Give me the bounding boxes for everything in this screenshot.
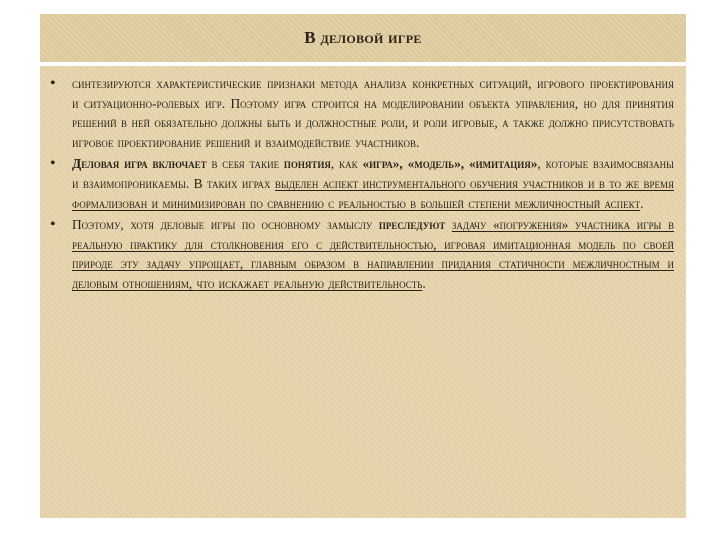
bullet-2-text-a: в себя такие (206, 156, 284, 172)
bullet-3-text-a: Поэтому, хотя деловые игры по основному замыслу (72, 217, 379, 233)
bullet-3-bold-word: преследуют (378, 217, 446, 233)
bullet-item-2 (50, 154, 674, 213)
bullet-2-period: . (640, 195, 644, 211)
bullet-2-bold-lead: Деловая игра включает (72, 156, 207, 172)
bullet-item-1 (50, 74, 674, 152)
bullet-2-terms: «игра», «модель», «имитация» (362, 156, 538, 172)
bullet-list (50, 74, 674, 294)
bullet-dot-icon: • (50, 216, 56, 234)
bullet-dot-icon: • (50, 155, 56, 173)
bullet-2-underlined: выделен аспект инструментального обучения участников и в то же время формализован и минимизирован по сравнению с реальностью в большей степени межличностный аспект (72, 175, 674, 211)
content-panel (40, 66, 686, 518)
bullet-2-concepts-word: понятия (283, 156, 331, 172)
bullet-item-3 (50, 215, 674, 293)
bullet-2-text-b: , как (330, 156, 363, 172)
bullet-text-1: синтезируются характеристические признаки метода анализа конкретных ситуаций, игрового проектирования и ситуационно-ролевых игр. Поэтому игра строится на моделировании объекта управления, но для принятия решений в ней обязательно должны быть и должностные роли, и роли игровые, а также должно присутствовать игровое проектирование решений и взаимодействие участников. (72, 76, 674, 150)
bullet-2-text-c: , которые взаимосвязаны и взаимопроникаемы. В таких играх (72, 156, 674, 191)
bullet-3-underlined: задачу «погружения» участника игры в реальную практику для столкновения его с действительностью, игровая имитационная модель по своей природе эту задачу упрощает, главным образом в направлении придания статичности межличностным и деловым отношениям, что искажает реальную действительность (72, 217, 674, 291)
title-bar (40, 14, 686, 62)
slide-title: В деловой игре (304, 28, 422, 47)
bullet-3-period: . (422, 275, 426, 291)
bullet-dot-icon: • (50, 75, 56, 92)
